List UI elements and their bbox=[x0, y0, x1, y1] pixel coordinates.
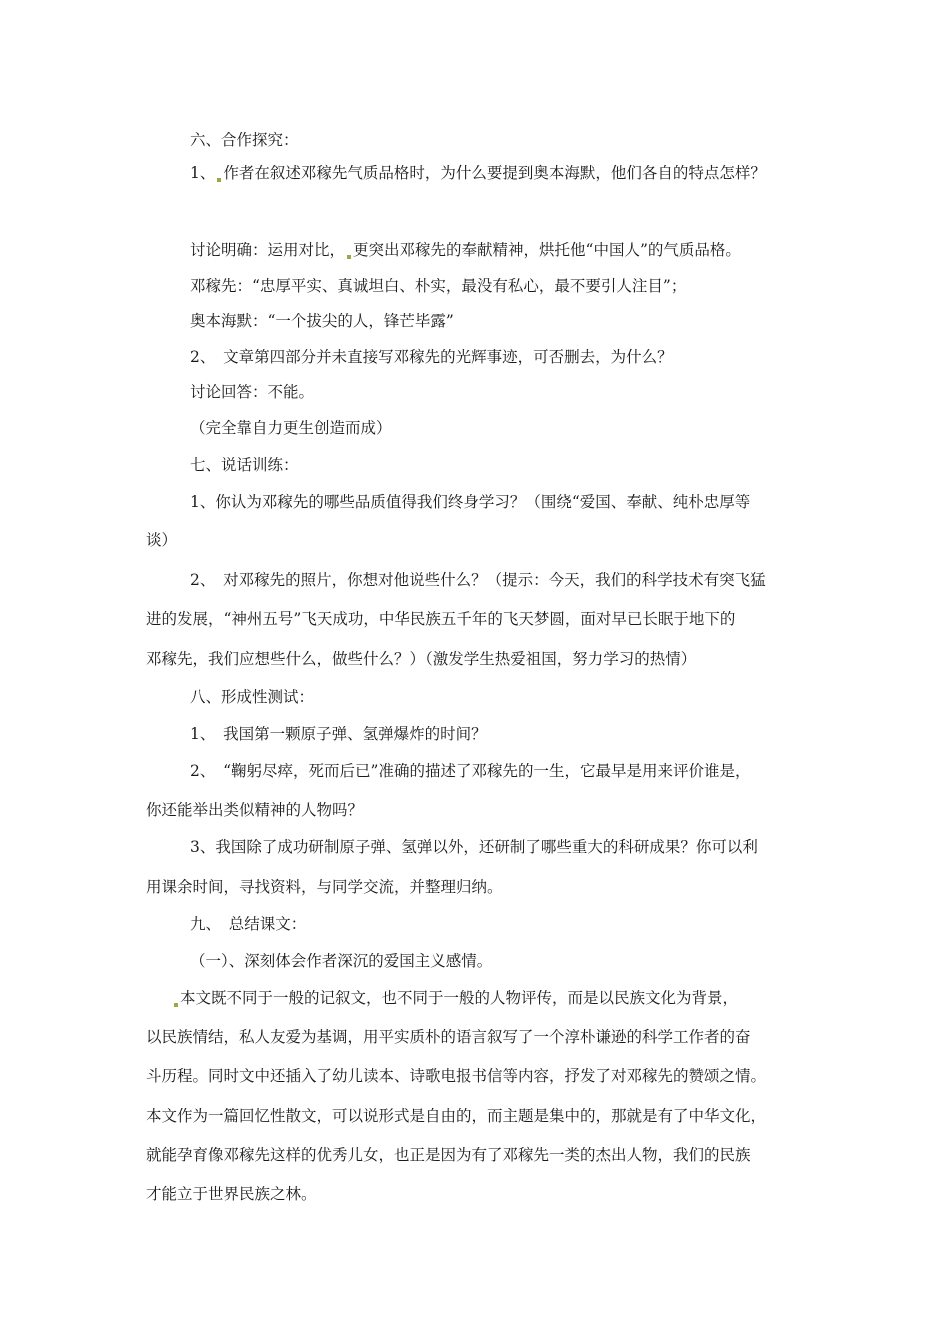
section-8-heading: 八、形成性测试： bbox=[190, 688, 315, 706]
question-1-text: 作者在叙述邓稼先气质品格时，为什么要提到奥本海默，他们各自的特点怎样？ bbox=[223, 164, 766, 182]
mark-icon bbox=[174, 1003, 178, 1007]
section-9-heading: 九、 总结课文： bbox=[190, 915, 307, 933]
discussion-answer: 讨论回答：不能。 bbox=[190, 383, 315, 401]
discussion-conclusion-part-2: 更突出邓稼先的奉献精神，烘托他“中国人”的气质品格。 bbox=[353, 241, 741, 259]
section-7-heading: 七、说话训练： bbox=[190, 456, 299, 474]
summary-line-3: 斗历程。同时文中还插入了幼儿读本、诗歌电报书信等内容，抒发了对邓稼先的赞颂之情。 bbox=[146, 1067, 767, 1085]
summary-line-1 bbox=[172, 988, 738, 1008]
mark-icon bbox=[217, 178, 221, 182]
section-8-question-2-line-2: 你还能举出类似精神的人物吗？ bbox=[146, 801, 364, 819]
section-7-question-1-line-2: 谈） bbox=[146, 531, 178, 549]
mark-icon bbox=[347, 255, 351, 259]
discussion-conclusion-part-1: 讨论明确：运用对比， bbox=[190, 241, 346, 259]
summary-line-4: 本文作为一篇回忆性散文，可以说形式是自由的，而主题是集中的，那就是有了中华文化， bbox=[146, 1107, 767, 1125]
answer-note: （完全靠自力更生创造而成） bbox=[190, 419, 392, 437]
summary-line-2: 以民族情结，私人友爱为基调，用平实质朴的语言叙写了一个淳朴谦逊的科学工作者的奋 bbox=[146, 1028, 751, 1046]
summary-line-6: 才能立于世界民族之林。 bbox=[146, 1185, 317, 1203]
section-8-question-1: 1、 我国第一颗原子弹、氢弹爆炸的时间？ bbox=[190, 725, 487, 743]
section-6-question-1 bbox=[190, 163, 766, 183]
section-7-question-2-line-1: 2、 对邓稼先的照片，你想对他说些什么？（提示：今天，我们的科学技术有突飞猛 bbox=[190, 571, 766, 589]
section-6-question-2: 2、 文章第四部分并未直接写邓稼先的光辉事迹，可否删去，为什么？ bbox=[190, 348, 673, 366]
section-6-heading: 六、合作探究： bbox=[190, 131, 299, 149]
oppenheimer-traits: 奥本海默：“一个拔尖的人，锋芒毕露” bbox=[190, 312, 454, 330]
section-7-question-2-line-2: 进的发展，“神州五号”飞天成功，中华民族五千年的飞天梦圆，面对早已长眠于地下的 bbox=[146, 610, 736, 628]
summary-line-1-text: 本文既不同于一般的记叙文，也不同于一般的人物评传，而是以民族文化为背景， bbox=[180, 989, 739, 1007]
section-8-question-2-line-1: 2、 “鞠躬尽瘁，死而后已”准确的描述了邓稼先的一生，它最早是用来评价谁是， bbox=[190, 762, 751, 780]
section-7-question-2-line-3: 邓稼先，我们应想些什么，做些什么？）（激发学生热爱祖国，努力学习的热情） bbox=[146, 650, 697, 668]
summary-line-5: 就能孕育像邓稼先这样的优秀儿女，也正是因为有了邓稼先一类的杰出人物，我们的民族 bbox=[146, 1146, 751, 1164]
section-8-question-3-line-2: 用课余时间，寻找资料，与同学交流，并整理归纳。 bbox=[146, 878, 503, 896]
section-8-question-3-line-1: 3、我国除了成功研制原子弹、氢弹以外，还研制了哪些重大的科研成果？你可以利 bbox=[190, 838, 758, 856]
discussion-conclusion bbox=[190, 240, 741, 260]
section-7-question-1-line-1: 1、你认为邓稼先的哪些品质值得我们终身学习？（围绕“爱国、奉献、纯朴忠厚等 bbox=[190, 493, 751, 511]
question-1-number: 1、 bbox=[190, 164, 216, 182]
section-9-subheading-1: （一）、深刻体会作者深沉的爱国主义感情。 bbox=[190, 952, 493, 970]
deng-traits: 邓稼先：“忠厚平实、真诚坦白、朴实，最没有私心，最不要引人注目”； bbox=[190, 277, 687, 295]
